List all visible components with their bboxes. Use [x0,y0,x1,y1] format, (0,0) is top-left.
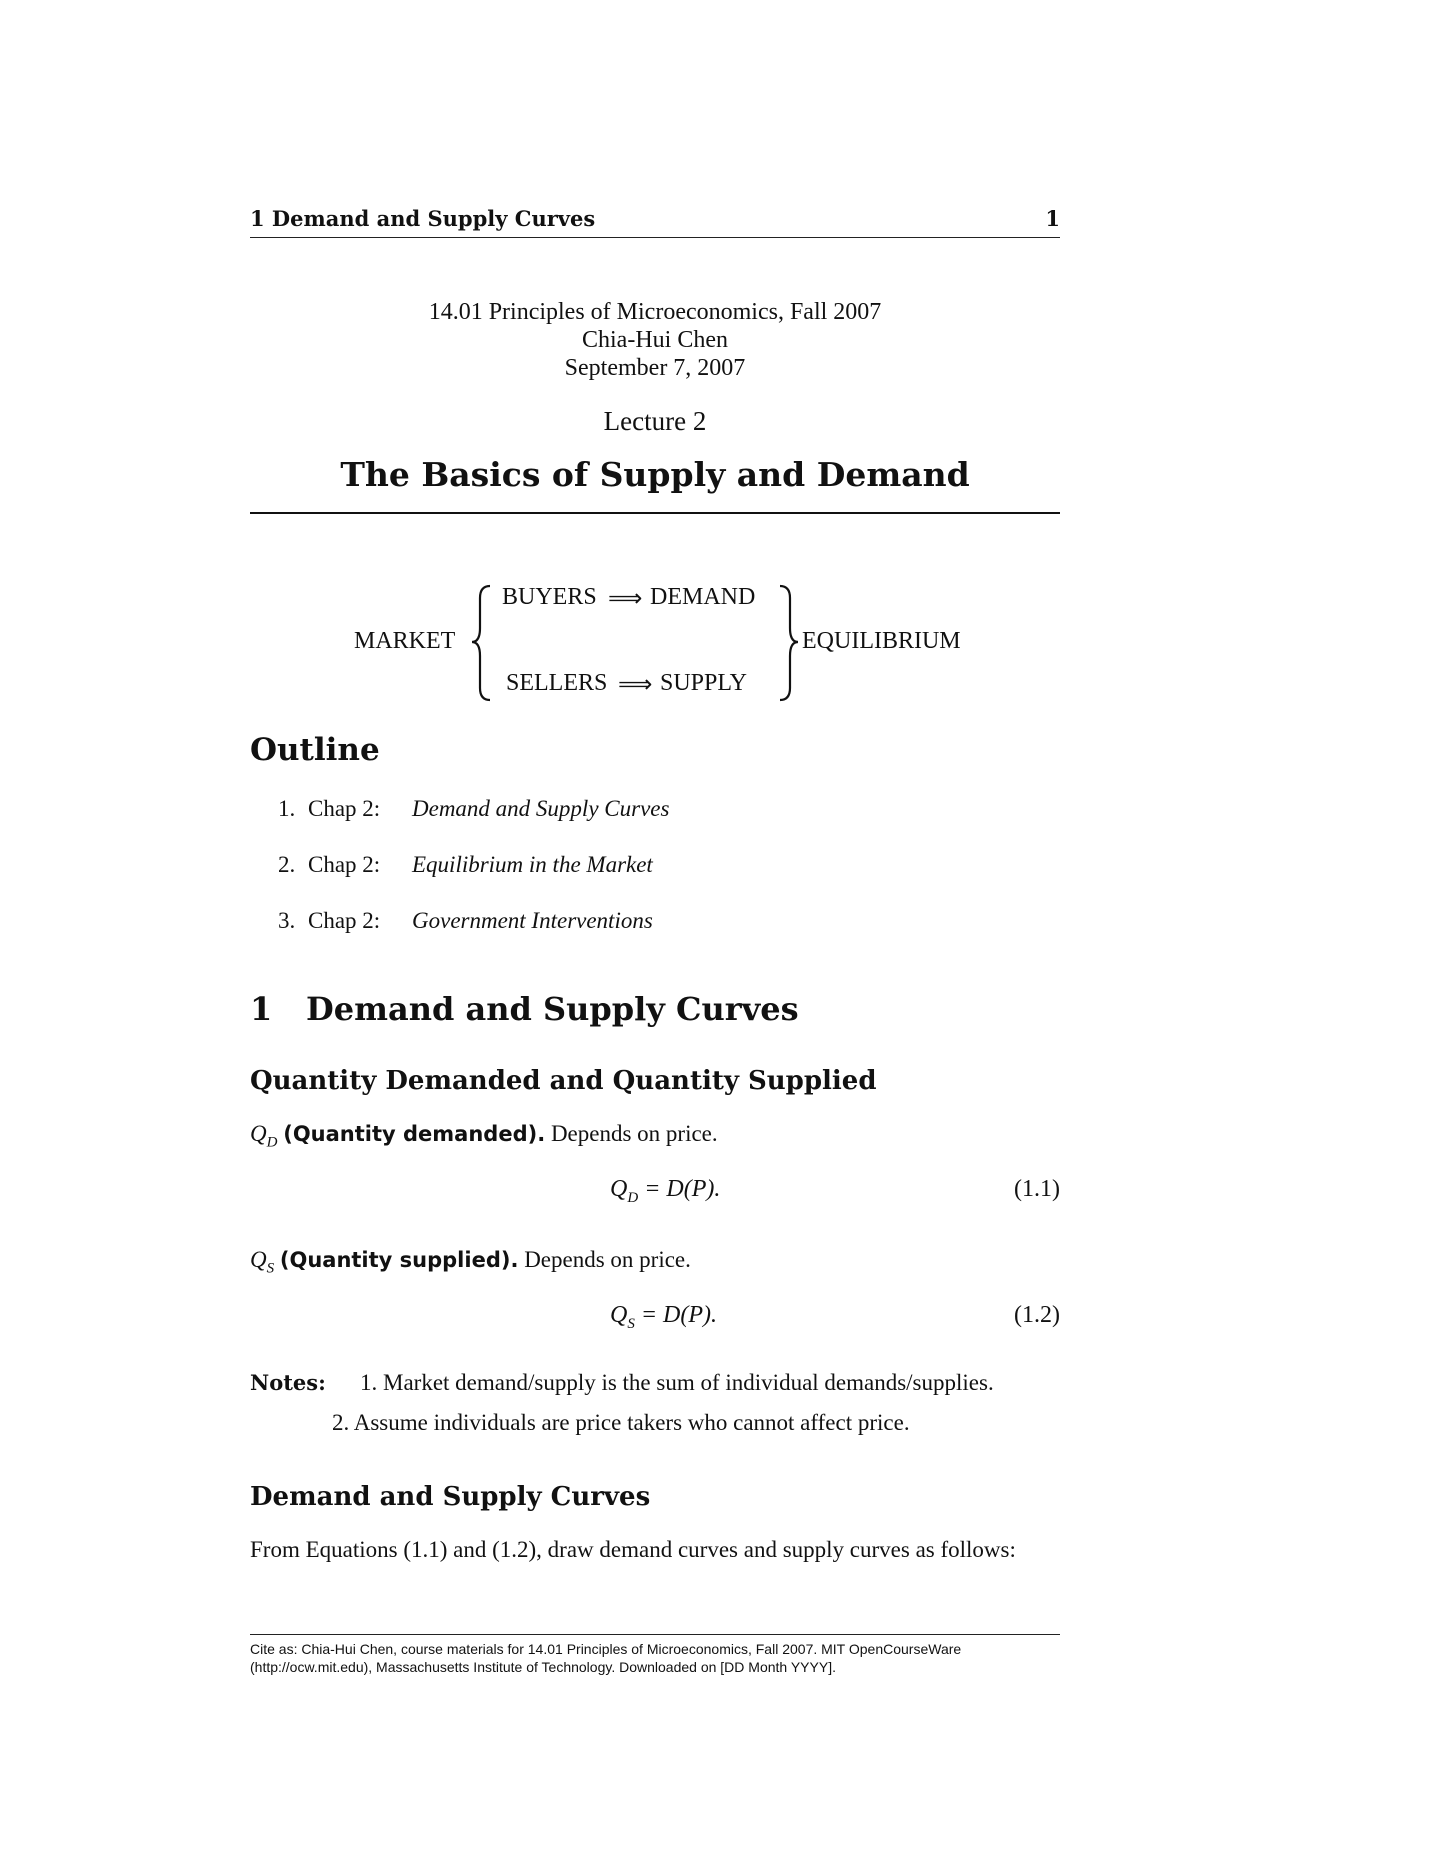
equation-1-2-rhs: = D(P). [634,1302,718,1328]
page-title: The Basics of Supply and Demand [340,455,970,494]
qd-definition [250,1120,1060,1157]
section-title: Demand and Supply Curves [306,990,799,1028]
note-item: 2. Assume individuals are price takers who cannot affect price. [332,1410,910,1435]
course-name: 14.01 Principles of Microeconomics, Fall 2007 [428,299,882,325]
supply-label: SUPPLY [660,670,747,696]
author-name: Chia-Hui Chen [582,327,728,353]
notes-label: Notes: [250,1370,326,1395]
qs-text: Depends on price. [524,1247,691,1272]
equation-1-1-lhs: Q [610,1176,628,1202]
page-number: 1 [1045,206,1060,231]
course-meta [250,298,1060,382]
equation-1-2-subscript: S [627,1315,635,1332]
outline-item-chapter: Chap 2: [308,796,381,821]
title-rule [250,512,1060,514]
lecture-date: September 7, 2007 [564,355,746,381]
qs-symbol: Q [250,1247,267,1272]
outline-item [278,852,669,908]
equation-1-2-expression [610,1302,717,1333]
curves-paragraph: From Equations (1.1) and (1.2), draw demand curves and supply curves as follows: [250,1537,1016,1562]
outline-item-number: 2. [278,852,296,877]
qd-symbol: Q [250,1121,267,1146]
market-label: MARKET [354,628,456,654]
market-diagram [250,572,1060,712]
qd-text: Depends on price. [550,1121,718,1146]
outline-list [278,796,669,964]
sellers-label: SELLERS [506,670,608,696]
qs-definition [250,1246,1060,1283]
equation-1-1-number: (1.1) [1014,1176,1060,1202]
qd-term: (Quantity demanded). [283,1122,546,1146]
equation-1-1-expression [610,1176,720,1207]
outline-item [278,796,669,852]
outline-item-topic: Demand and Supply Curves [412,796,670,821]
equation-1-1-subscript: D [627,1189,639,1206]
outline-item-topic: Government Interventions [412,908,653,933]
lecture-number: Lecture 2 [603,406,707,436]
buyers-label: BUYERS [502,584,597,610]
outline-heading: Outline [250,732,380,768]
outline-item-topic: Equilibrium in the Market [412,852,653,877]
buyers-arrow: ⟹ [608,586,643,612]
outline-item [278,908,669,964]
equilibrium-label: EQUILIBRIUM [802,628,961,654]
paper-page [250,0,1060,1872]
left-brace [472,586,490,700]
outline-item-chapter: Chap 2: [308,908,381,933]
qs-term: (Quantity supplied). [279,1248,519,1272]
running-header [250,206,1060,238]
subsection-heading-curves: Demand and Supply Curves [250,1482,651,1512]
footnote-rule [250,1634,1060,1635]
running-title: 1 Demand and Supply Curves [250,206,596,231]
qd-subscript: D [266,1134,278,1151]
qs-subscript: S [266,1260,275,1277]
outline-item-number: 3. [278,908,296,933]
section-number: 1 [250,990,273,1028]
equation-1-1-rhs: = D(P). [638,1176,721,1202]
demand-label: DEMAND [650,584,756,610]
equation-1-2-lhs: Q [610,1302,628,1328]
citation-footnote: Cite as: Chia-Hui Chen, course materials for 14.01 Principles of Microeconomics, Fall 2007. MIT OpenCourseWare (http://ocw.mit.edu), Massachusetts Institute of Technology. Downloaded on [DD Month YYYY]. [250,1641,962,1675]
outline-item-number: 1. [278,796,296,821]
sellers-arrow: ⟹ [618,672,653,698]
equation-1-2-number: (1.2) [1014,1302,1060,1328]
subsection-heading-quantity: Quantity Demanded and Quantity Supplied [250,1066,877,1096]
note-item: 1. Market demand/supply is the sum of individual demands/supplies. [360,1370,994,1395]
outline-item-chapter: Chap 2: [308,852,381,877]
section-heading [250,990,799,1028]
right-brace [780,586,798,700]
